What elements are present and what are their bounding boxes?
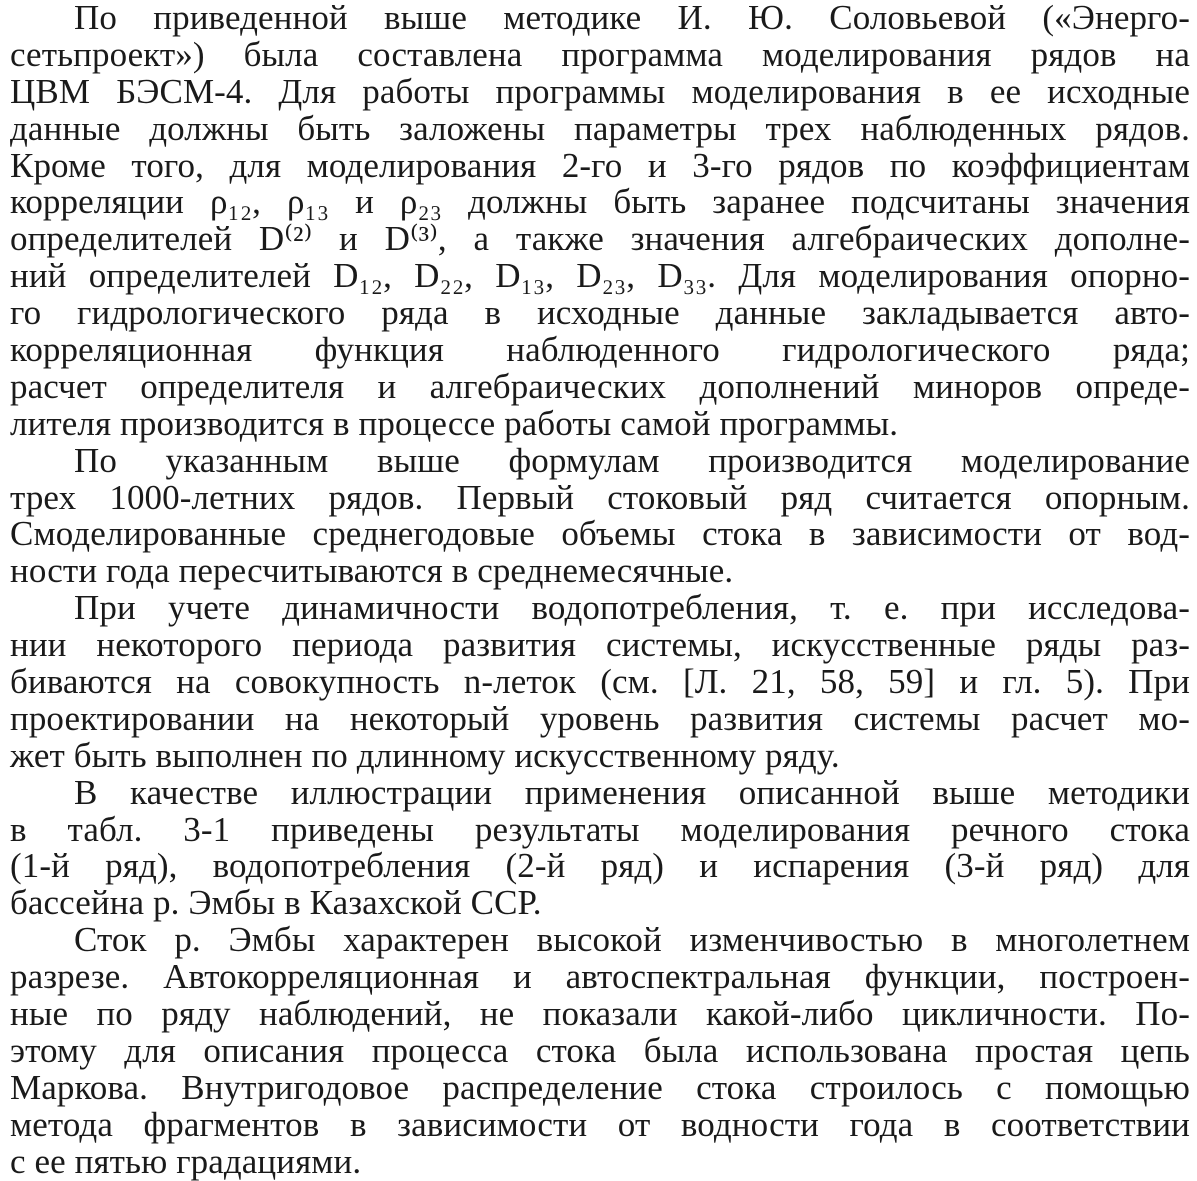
text-line: го гидрологического ряда в исходные данные закладывается авто- xyxy=(10,293,1190,333)
paragraph-5 xyxy=(10,922,1190,1180)
text-line: ний определителей D₁₂, D₂₂, D₁₃, D₂₃, D₃₃. Для моделирования опорно- xyxy=(10,256,1190,296)
text-line: проектировании на некоторый уровень развития системы расчет мо- xyxy=(10,698,1190,738)
text-line: Смоделированные среднегодовые объемы стока в зависимости от вод- xyxy=(10,514,1190,554)
text-line: При учете динамичности водопотребления, т. е. при исследова- xyxy=(74,588,1190,628)
text-line: ные по ряду наблюдений, не показали какой-либо цикличности. По- xyxy=(10,994,1190,1034)
text-line: расчет определителя и алгебраических дополнений миноров опреде- xyxy=(10,366,1190,406)
paragraph-3 xyxy=(10,590,1190,774)
paragraph-4 xyxy=(10,772,1190,923)
text-line: сетьпроект») была составлена программа моделирования рядов на xyxy=(10,34,1190,74)
text-line: ЦВМ БЭСМ-4. Для работы программы моделирования в ее исходные xyxy=(10,71,1190,111)
text-line: бассейна р. Эмбы в Казахской ССР. xyxy=(10,883,542,923)
text-line: нии некоторого периода развития системы, искусственные ряды раз- xyxy=(10,625,1190,665)
text-line: (1-й ряд), водопотребления (2-й ряд) и испарения (3-й ряд) для xyxy=(10,846,1190,886)
document-page xyxy=(10,0,1190,1181)
text-line: с ее пятью градациями. xyxy=(10,1141,362,1181)
text-line: По приведенной выше методике И. Ю. Соловьевой («Энерго- xyxy=(74,0,1190,37)
text-line: биваются на совокупность n-леток (см. [Л. 21, 58, 59] и гл. 5). При xyxy=(10,662,1190,702)
paragraph-1 xyxy=(10,0,1190,443)
text-line: жет быть выполнен по длинному искусственному ряду. xyxy=(10,735,840,775)
paragraph-2 xyxy=(10,440,1190,591)
text-line: корреляции ρ₁₂, ρ₁₃ и ρ₂₃ должны быть заранее подсчитаны значения xyxy=(10,182,1190,222)
text-line: корреляционная функция наблюденного гидрологического ряда; xyxy=(10,330,1190,370)
text-line: этому для описания процесса стока была использована простая цепь xyxy=(10,1030,1190,1070)
text-line: разрезе. Автокорреляционная и автоспектральная функции, построен- xyxy=(10,957,1190,997)
text-line: определителей D⁽²⁾ и D⁽³⁾, а также значения алгебраических дополне- xyxy=(10,219,1190,259)
text-line: В качестве иллюстрации применения описанной выше методики xyxy=(74,772,1190,812)
text-line: метода фрагментов в зависимости от водности года в соответствии xyxy=(10,1104,1190,1144)
text-line: ности года пересчитываются в среднемесячные. xyxy=(10,551,734,591)
text-line: лителя производится в процессе работы самой программы. xyxy=(10,403,899,443)
text-line: По указанным выше формулам производится моделирование xyxy=(74,440,1190,480)
text-line: Сток р. Эмбы характерен высокой изменчивостью в многолетнем xyxy=(74,920,1190,960)
text-line: трех 1000-летних рядов. Первый стоковый ряд считается опорным. xyxy=(10,477,1190,517)
text-line: Маркова. Внутригодовое распределение стока строилось с помощью xyxy=(10,1067,1190,1107)
text-line: данные должны быть заложены параметры трех наблюденных рядов. xyxy=(10,108,1190,148)
text-line: Кроме того, для моделирования 2-го и 3-го рядов по коэффициентам xyxy=(10,145,1190,185)
text-line: в табл. 3-1 приведены результаты моделирования речного стока xyxy=(10,809,1190,849)
